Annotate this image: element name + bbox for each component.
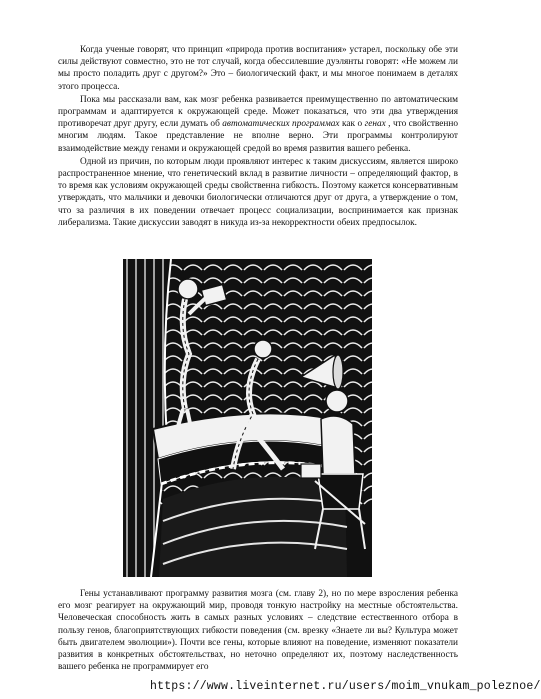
paragraph-2-emphasis-2: генах xyxy=(364,119,386,130)
text-block-bottom xyxy=(58,588,458,674)
paragraph-2-part-2: как о xyxy=(339,119,365,130)
dna-figures-stage-illustration xyxy=(123,259,372,577)
paragraph-2-emphasis-1: автоматических программах xyxy=(222,119,340,130)
paragraph-2 xyxy=(58,94,458,155)
footer-url[interactable]: https://www.liveinternet.ru/users/moim_vnukam_poleznoe/ xyxy=(150,680,541,693)
paragraph-3: Одной из причин, по которым люди проявляют интерес к таким дискуссиям, является широко распространенное мнение, что генетический вклад в развитие личности – определяющий фактор, в то время как условиям окружающей среды свойственна гибкость. Поэтому кажется консервативным утверждать, что мальчики и девочки биологически отличаются друг от друга, а утверждение о том, что за различия в их поведении отвечает процесс социализации, воспринимается как признак либерализма. Такие дискуссии заводят в никуда из-за некорректности обеих предпосылок. xyxy=(58,156,458,228)
paragraph-2-part-1: Пока мы рассказали вам, как мозг ребенка развивается преимущественно по автоматическим программам и адаптируется к окружающей среде. Может показаться, что эти два утверждения противоречат друг другу, если думать об xyxy=(58,94,458,130)
paragraph-1: Когда ученые говорят, что принцип «природа против воспитания» устарел, поскольку обе эти силы действуют совместно, это не тот случай, когда обессилевшие дуэлянты говорят: «Не можем ли мы просто поладить друг с другом?» Это – биологический факт, и мы многое понимаем в деталях этого процесса. xyxy=(58,45,458,92)
paragraph-4: Гены устанавливают программу развития мозга (см. главу 2), но по мере взросления ребенка его мозг реагирует на окружающий мир, проводя тонкую настройку на местные обстоятельства. Человеческая способность жить в самых разных условиях – следствие естественного отбора в пользу генов, благоприятствующих гибкости поведения (см. врезку «Знаете ли вы? Культура может быть двигателем эволюции»). Почти все гены, которые влияют на поведение, изменяют показатели развития в конкретных обстоятельствах, но неточно определяют их, поэтому наследственность вашего ребенка не программирует его xyxy=(58,589,458,673)
paragraph-2-part-3: , что свойственно многим людям. Такое представление не вполне верно. Эти программы контролируют взаимодействие между генами и окружающей средой во время развития вашего ребенка. xyxy=(58,119,459,154)
text-block-top xyxy=(58,44,458,230)
